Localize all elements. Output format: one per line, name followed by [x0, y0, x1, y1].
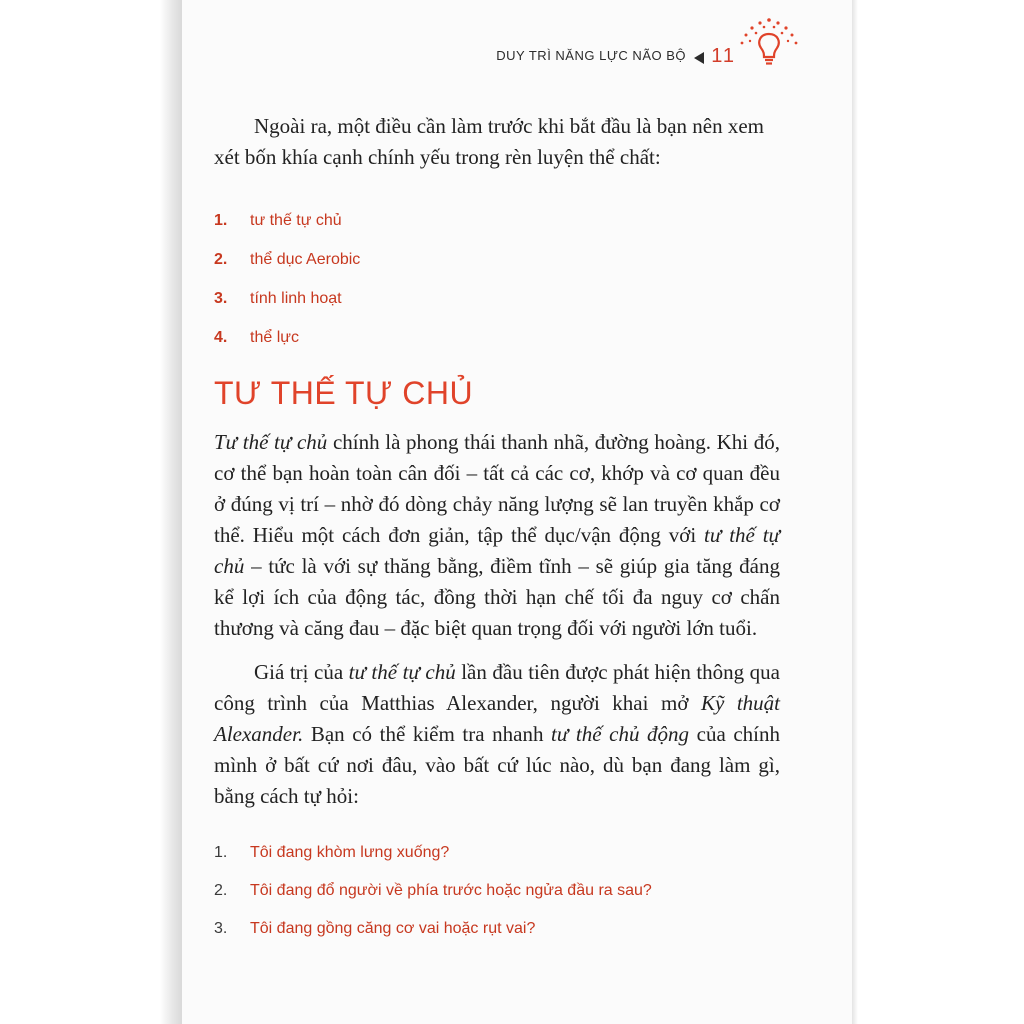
- list-item: [214, 872, 774, 910]
- list-label: Tôi đang đổ người về phía trước hoặc ngửa đầu ra sau?: [250, 882, 652, 899]
- italic-term: tư thế chủ động: [551, 722, 690, 746]
- italic-term: tư thế tự chủ: [214, 523, 780, 578]
- section-heading: TƯ THẾ TỰ CHỦ: [214, 375, 474, 411]
- list-number: 3.: [214, 920, 228, 937]
- paragraph-text: Bạn có thể kiểm tra nhanh: [303, 722, 552, 746]
- list-item: [214, 201, 714, 240]
- list-number: 3.: [214, 289, 228, 307]
- list-number: 4.: [214, 328, 228, 346]
- page-number: 11: [711, 45, 736, 67]
- list-item: [214, 240, 714, 279]
- paragraph-text: lần đầu tiên được phát hiện thông qua công trình của Matthias Alexander, người khai mở: [214, 660, 780, 715]
- italic-term: Kỹ thuật Alexander.: [214, 691, 780, 746]
- paragraph-text: Giá trị của: [254, 660, 349, 684]
- left-triangle-icon: [694, 52, 704, 64]
- list-label: tư thế tự chủ: [250, 211, 342, 229]
- list-label: tính linh hoạt: [250, 289, 342, 307]
- italic-term: Tư thế tự chủ: [214, 430, 328, 454]
- list-item: [214, 318, 714, 357]
- list-item: [214, 910, 774, 948]
- italic-term: tư thế tự chủ: [348, 660, 456, 684]
- scan-right-margin: [852, 0, 1024, 1024]
- chapter-title: DUY TRÌ NĂNG LỰC NÃO BỘ: [496, 48, 686, 63]
- paragraph-text: của chính mình ở bất cứ nơi đâu, vào bất cứ lúc nào, dù bạn đang làm gì, bằng cách tự hỏi:: [214, 722, 780, 808]
- questions-list: [214, 834, 774, 948]
- running-header: [480, 42, 800, 72]
- aspects-list: [214, 201, 714, 357]
- list-label: Tôi đang gồng căng cơ vai hoặc rụt vai?: [250, 920, 536, 937]
- list-item: [214, 279, 714, 318]
- list-label: thể dục Aerobic: [250, 250, 361, 268]
- posture-paragraph: [214, 427, 780, 644]
- list-label: Tôi đang khòm lưng xuống?: [250, 844, 450, 861]
- paragraph-text: chính là phong thái thanh nhã, đường hoàng. Khi đó, cơ thể bạn hoàn toàn cân đối – tất cả các cơ, khớp và cơ quan đều ở đúng vị trí – nhờ đó dòng chảy năng lượng sẽ lan truyền khắp cơ thể. Hiểu một cách đơn giản, tập thể dục/vận động với: [214, 430, 780, 547]
- scan-left-margin: [0, 0, 182, 1024]
- list-number: 2.: [214, 250, 228, 268]
- intro-paragraph: Ngoài ra, một điều cần làm trước khi bắt đầu là bạn nên xem xét bốn khía cạnh chính yếu trong rèn luyện thể chất:: [214, 114, 764, 169]
- lightbulb-icon: [738, 16, 800, 68]
- list-number: 1.: [214, 844, 228, 861]
- list-item: [214, 834, 774, 872]
- alexander-paragraph: [214, 657, 780, 812]
- list-label: thể lực: [250, 328, 299, 346]
- list-number: 1.: [214, 211, 228, 229]
- paragraph-text: – tức là với sự thăng bằng, điềm tĩnh – sẽ giúp gia tăng đáng kể lợi ích của động tác, đồng thời hạn chế tối đa nguy cơ chấn thương và căng đau – đặc biệt quan trọng đối với người lớn tuổi.: [214, 554, 780, 640]
- list-number: 2.: [214, 882, 228, 899]
